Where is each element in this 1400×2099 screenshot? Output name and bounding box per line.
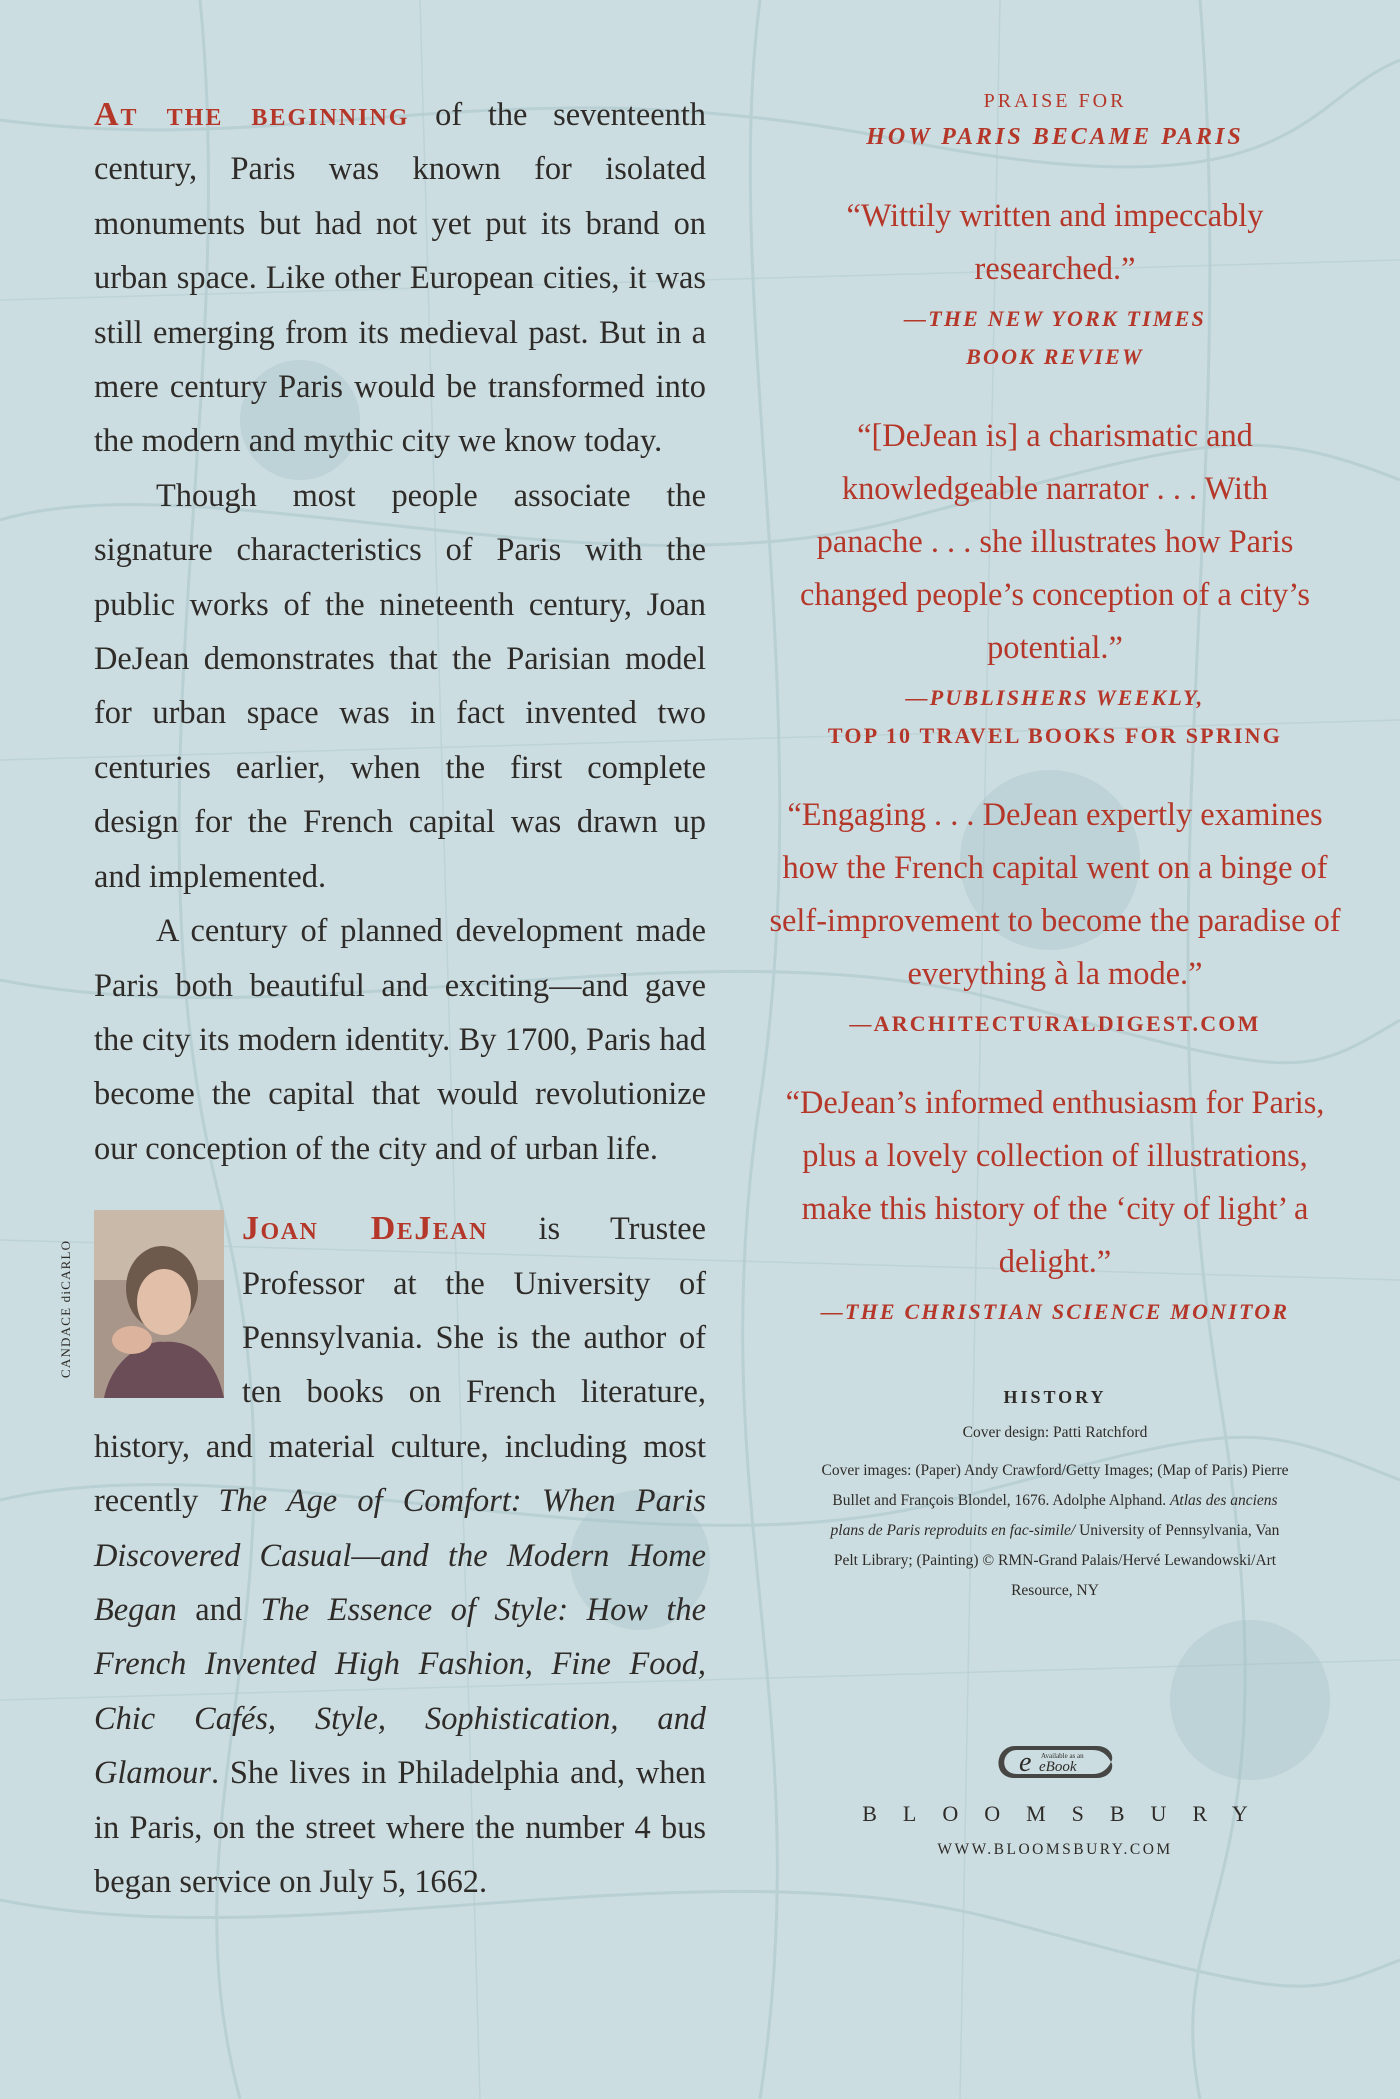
ebook-label: eBook <box>1039 1759 1077 1775</box>
atlas-title: Atlas des anciens plans de Paris reproduits en fac-simile/ <box>830 1492 1278 1539</box>
ebook-badge <box>985 1738 1125 1791</box>
bio-text-1: is Trustee Professor at the University of Pennsylvania. She is the author of ten books on French literature, history, and material culture, including most recently <box>94 1211 706 1520</box>
quote-3: “Engaging . . . DeJean expertly examines how the French capital went on a binge of self-improvement to become the paradise of everything à la mode.” <box>769 797 1341 992</box>
cover-design-credit: Cover design: Patti Ratchford <box>962 1424 1148 1441</box>
quote-2: “[DeJean is] a charismatic and knowledgeable narrator . . . With panache . . . she illustrates how Paris changed people’s conception of a city’s potential.” <box>800 418 1310 666</box>
quote-3-source <box>760 1005 1350 1043</box>
category-label: HISTORY <box>1003 1387 1107 1407</box>
praise-column <box>760 88 1350 1859</box>
quote-1-source <box>760 300 1350 376</box>
book-title-2: The Essence of Style: How the French Invented High Fashion, Fine Food, Chic Cafés, Style, Sophistication, and Glamour <box>94 1591 706 1792</box>
body-paragraph-3: A century of planned development made Paris both beautiful and exciting—and gave the city its modern identity. By 1700, Paris had become the capital that would revolutionize our conception of the city and of urban life. <box>94 913 706 1167</box>
lead-caps: At the beginning <box>94 96 410 133</box>
publisher-name: BLOOMSBURY <box>862 1801 1274 1826</box>
author-photo <box>94 1210 224 1398</box>
quote-4-source <box>760 1293 1350 1331</box>
praise-book-title: HOW PARIS BECAME PARIS <box>866 124 1244 150</box>
intro-paragraph-text: of the seventeenth century, Paris was known for isolated monuments but had not yet put its brand on urban space. Like other European cities, it was still emerging from its medieval past. But in a mere century Paris would be transformed into the modern and mythic city we know today. <box>94 97 706 460</box>
quote-3-source-line-1: —ARCHITECTURALDIGEST.COM <box>849 1011 1261 1036</box>
quote-4: “DeJean’s informed enthusiasm for Paris, plus a lovely collection of illustrations, make this history of the ‘city of light’ a delight.” <box>785 1085 1325 1280</box>
author-bio <box>94 1202 706 1909</box>
cover-images-credit <box>760 1456 1350 1606</box>
quote-2-source-line-1: —PUBLISHERS WEEKLY, <box>905 685 1205 710</box>
praise-kicker: PRAISE FOR <box>983 90 1127 112</box>
cover-images-text-1: Cover images: (Paper) Andy Crawford/Getty Images; (Map of Paris) Pierre Bullet and François Blondel, 1676. Adolphe Alphand. <box>821 1462 1289 1509</box>
book-title-1: The Age of Comfort: When Paris Discovered Casual—and the Modern Home Began <box>94 1483 706 1628</box>
publisher-website: WWW.BLOOMSBURY.COM <box>937 1841 1173 1858</box>
cover-images-text-2: University of Pennsylvania, Van Pelt Library; (Painting) © RMN-Grand Palais/Hervé Lewandowski/Art Resource, NY <box>833 1522 1280 1599</box>
bio-text-2: and <box>176 1591 261 1628</box>
quote-1-source-line-1: —THE NEW YORK TIMES <box>904 306 1206 331</box>
author-photo-frame <box>94 1210 228 1400</box>
author-name: Joan DeJean <box>242 1210 488 1248</box>
quote-2-source <box>760 679 1350 755</box>
quote-2-source-line-2: TOP 10 TRAVEL BOOKS FOR SPRING <box>827 723 1283 748</box>
quote-1-source-line-2: BOOK REVIEW <box>966 344 1144 369</box>
intro-paragraph <box>94 88 706 469</box>
ebook-small-text: Available as an <box>1041 1752 1084 1760</box>
quote-1: “Wittily written and impeccably researched.” <box>846 198 1264 287</box>
photo-credit: CANDACE diCARLO <box>58 1239 73 1378</box>
bio-text-3: . She lives in Philadelphia and, when in Paris, on the street where the number 4 bus began service on July 5, 1662. <box>94 1755 706 1900</box>
quote-4-source-line-1: —THE CHRISTIAN SCIENCE MONITOR <box>820 1299 1290 1324</box>
body-paragraph-2: Though most people associate the signature characteristics of Paris with the public works of the nineteenth century, Joan DeJean demonstrates that the Parisian model for urban space was in fact invented two centuries earlier, when the first complete design for the French capital was drawn up and implemented. <box>94 477 706 895</box>
svg-text:e: e <box>1019 1747 1032 1778</box>
left-column <box>94 88 706 1909</box>
